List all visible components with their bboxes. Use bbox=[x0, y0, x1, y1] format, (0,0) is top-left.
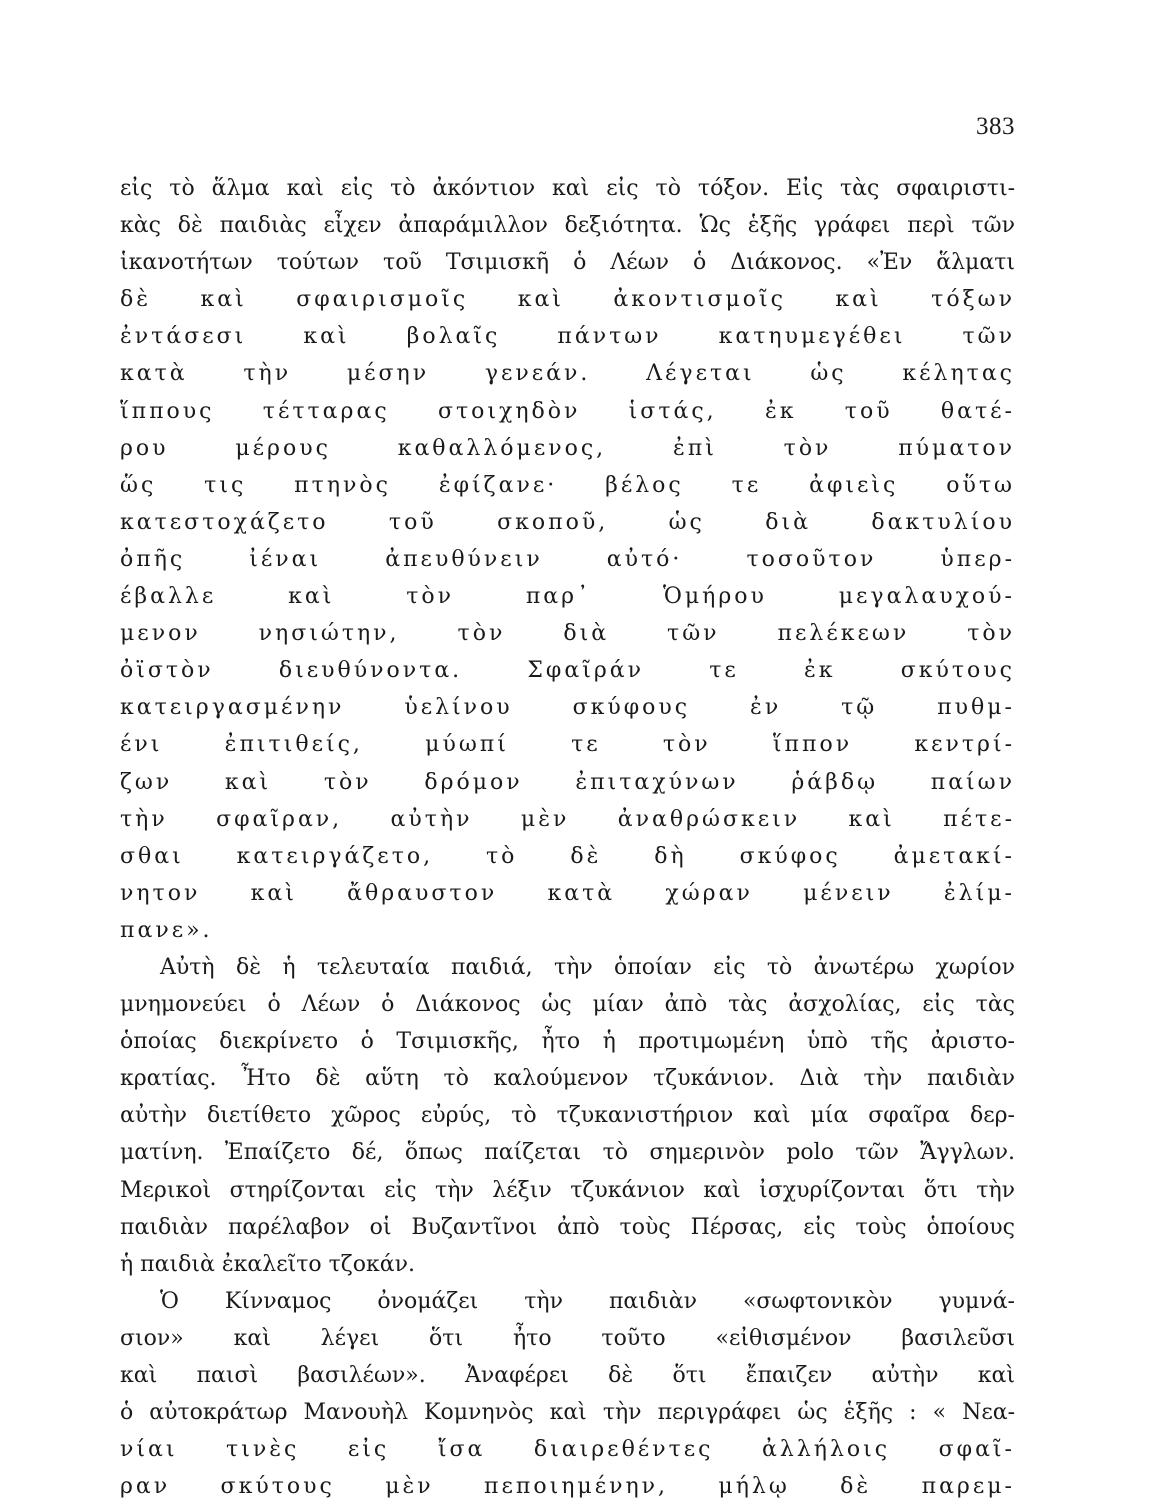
text-line: μνημονεύει ὁ Λέων ὁ Διάκονος ὡς μίαν ἀπὸ τὰς ἀσχολίας, εἰς τὰς bbox=[120, 992, 1015, 1018]
text-line: κρατίας. Ἦτο δὲ αὕτη τὸ καλούμενον τζυκάνιον. Διὰ τὴν παιδιὰν bbox=[120, 1066, 1015, 1092]
text-line: κὰς δὲ παιδιὰς εἶχεν ἀπαράμιλλον δεξιότητα. Ὡς ἑξῆς γράφει περὶ τῶν bbox=[120, 213, 1015, 239]
text-line: ἐντάσεσι καὶ βολαῖς πάντων κατηυμεγέθει τῶν bbox=[120, 324, 1015, 350]
text-line: τὴν σφαῖραν, αὐτὴν μὲν ἀναθρώσκειν καὶ πέτε- bbox=[120, 806, 1015, 832]
text-line: ρου μέρους καθαλλόμενος, ἐπὶ τὸν πύματον bbox=[120, 435, 1015, 461]
text-line: κατὰ τὴν μέσην γενεάν. Λέγεται ὡς κέλητας bbox=[120, 361, 1015, 387]
text-line: ὥς τις πτηνὸς ἐφίζανε· βέλος τε ἀφιεὶς οὕτω bbox=[120, 472, 1015, 498]
text-line: ένι ἐπιτιθείς, μύωπί τε τὸν ἵππον κεντρί- bbox=[120, 732, 1015, 758]
text-line: ματίνη. Ἐπαίζετο δέ, ὅπως παίζεται τὸ σημερινὸν polo τῶν Ἄγγλων. bbox=[120, 1140, 1015, 1166]
text-line: παιδιὰν παρέλαβον οἱ Βυζαντῖνοι ἀπὸ τοὺς Πέρσας, εἰς τοὺς ὁποίους bbox=[120, 1214, 1015, 1240]
text-line: αὐτὴν διετίθετο χῶρος εὐρύς, τὸ τζυκανιστήριον καὶ μία σφαῖρα δερ- bbox=[120, 1103, 1015, 1129]
text-line: ἵππους τέτταρας στοιχηδὸν ἱστάς, ἐκ τοῦ θατέ- bbox=[120, 398, 1015, 424]
text-line: ἡ παιδιὰ ἐκαλεῖτο τζοκάν. bbox=[120, 1251, 415, 1277]
text-line: ὀϊστὸν διευθύνοντα. Σφαῖράν τε ἐκ σκύτους bbox=[120, 658, 1015, 684]
text-line: ὀπῆς ἰέναι ἀπευθύνειν αὐτό· τοσοῦτον ὑπερ- bbox=[120, 546, 1015, 572]
text-line: δὲ καὶ σφαιρισμοῖς καὶ ἀκοντισμοῖς καὶ τόξων bbox=[120, 287, 1015, 313]
text-line: κατειργασμένην ὑελίνου σκύφους ἐν τῷ πυθμ- bbox=[120, 695, 1015, 721]
text-line: ζων καὶ τὸν δρόμον ἐπιταχύνων ῥάβδῳ παίων bbox=[120, 769, 1015, 795]
text-line: σιον» καὶ λέγει ὅτι ἦτο τοῦτο «εἰθισμένον βασιλεῦσι bbox=[120, 1325, 1015, 1351]
text-line: Ὁ Κίνναμος ὀνομάζει τὴν παιδιὰν «σωφτονικὸν γυμνά- bbox=[160, 1288, 1015, 1314]
text-line: πανε». bbox=[120, 917, 213, 943]
text-line: καὶ παισὶ βασιλέων». Ἀναφέρει δὲ ὅτι ἔπαιζεν αὐτὴν καὶ bbox=[120, 1363, 1015, 1388]
text-line: ὁ αὐτοκράτωρ Μανουὴλ Κομνηνὸς καὶ τὴν περιγράφει ὡς ἑξῆς : « Νεα- bbox=[120, 1400, 1015, 1426]
text-line: ραν σκύτους μὲν πεποιημένην, μήλῳ δὲ παρεμ- bbox=[120, 1474, 1015, 1500]
body-text bbox=[120, 170, 1015, 1505]
text-line: νίαι τινὲς εἰς ἴσα διαιρεθέντες ἀλλήλοις σφαῖ- bbox=[120, 1437, 1015, 1463]
text-line: εἰς τὸ ἅλμα καὶ εἰς τὸ ἀκόντιον καὶ εἰς τὸ τόξον. Εἰς τὰς σφαιριστι- bbox=[120, 176, 1015, 201]
text-line: νητον καὶ ἄθραυστον κατὰ χώραν μένειν ἐλίμ- bbox=[120, 880, 1015, 906]
page-number: 383 bbox=[976, 113, 1015, 140]
text-line: Μερικοὶ στηρίζονται εἰς τὴν λέξιν τζυκάνιον καὶ ἰσχυρίζονται ὅτι τὴν bbox=[120, 1177, 1015, 1203]
text-line: ὁποίας διεκρίνετο ὁ Τσιμισκῆς, ἦτο ἡ προτιμωμένη ὑπὸ τῆς ἀριστο- bbox=[120, 1029, 1015, 1055]
text-line: ἱκανοτήτων τούτων τοῦ Τσιμισκῆ ὁ Λέων ὁ Διάκονος. «Ἐν ἅλματι bbox=[120, 250, 1015, 276]
text-line: έβαλλε καὶ τὸν παρ᾽ Ὁμήρου μεγαλαυχού- bbox=[120, 584, 1015, 610]
text-line: μενον νησιώτην, τὸν διὰ τῶν πελέκεων τὸν bbox=[120, 621, 1015, 647]
text-line: Αὐτὴ δὲ ἡ τελευταία παιδιά, τὴν ὁποίαν εἰς τὸ ἀνωτέρω χωρίον bbox=[160, 954, 1015, 980]
text-line: σθαι κατειργάζετο, τὸ δὲ δὴ σκύφος ἀμετακί- bbox=[120, 843, 1015, 869]
text-line: κατεστοχάζετο τοῦ σκοποῦ, ὡς διὰ δακτυλίου bbox=[120, 509, 1015, 535]
